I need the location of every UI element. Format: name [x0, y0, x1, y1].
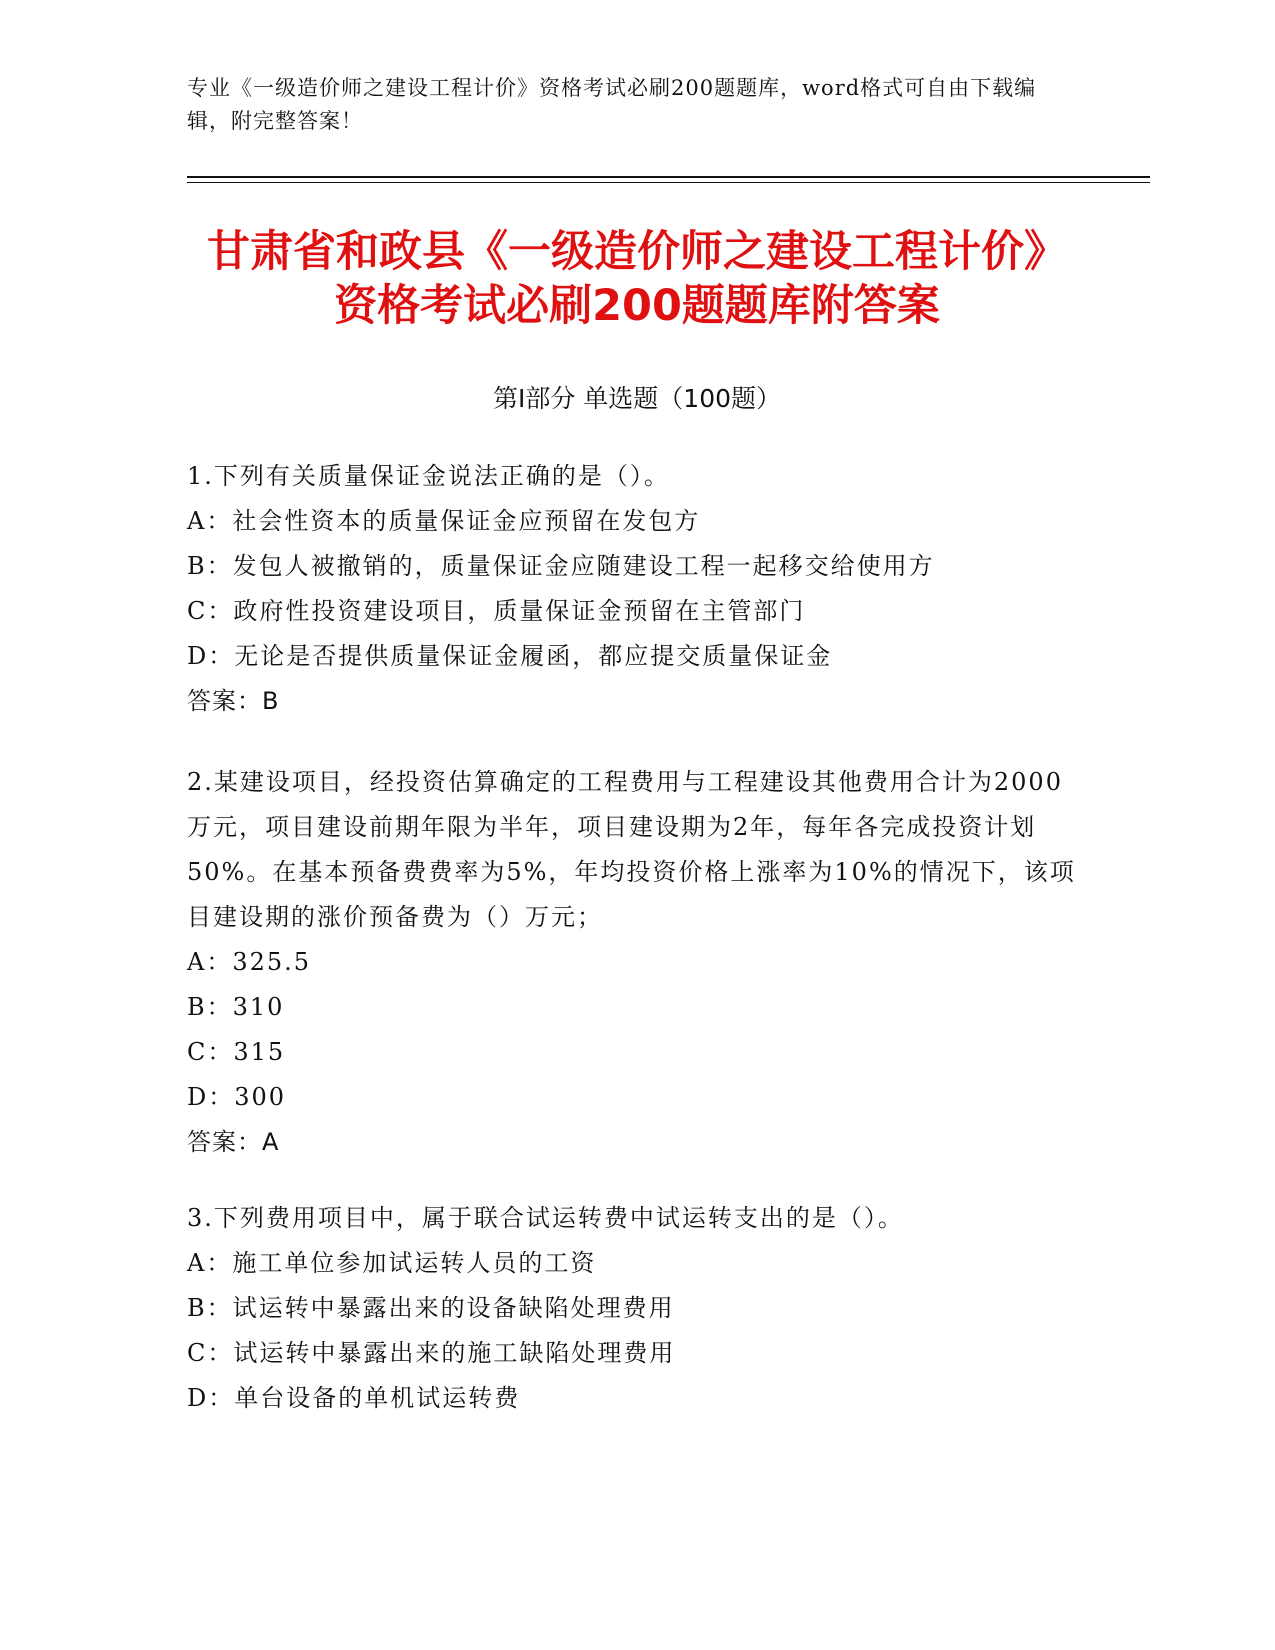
question-1: [187, 454, 1077, 724]
question-2: [187, 760, 1077, 1165]
question-stem: 2.某建设项目，经投资估算确定的工程费用与工程建设其他费用合计为2000万元，项目建设前期年限为半年，项目建设期为2年，每年各完成投资计划50%。在基本预备费费率为5%，年均投资价格上涨率为10%的情况下，该项目建设期的涨价预备费为（）万元；: [187, 768, 1076, 931]
option-a: A：325.5: [187, 948, 312, 976]
option-c: C：315: [187, 1038, 286, 1066]
header-note: 专业《一级造价师之建设工程计价》资格考试必刷200题题库，word格式可自由下载编辑，附完整答案！: [187, 76, 1037, 133]
header-divider-thin: [187, 182, 1150, 183]
header-divider-thick: [187, 176, 1150, 178]
option-b: B：试运转中暴露出来的设备缺陷处理费用: [187, 1294, 675, 1322]
option-d: D：无论是否提供质量保证金履函，都应提交质量保证金: [187, 642, 833, 670]
option-c: C：政府性投资建设项目，质量保证金预留在主管部门: [187, 597, 806, 625]
answer-line: 答案：A: [187, 1128, 280, 1156]
option-a: A：施工单位参加试运转人员的工资: [187, 1249, 597, 1277]
option-d: D：300: [187, 1083, 287, 1111]
option-b: B：310: [187, 993, 285, 1021]
section-title: 第I部分 单选题（100题）: [492, 384, 782, 413]
option-a: A：社会性资本的质量保证金应预留在发包方: [187, 507, 701, 535]
option-c: C：试运转中暴露出来的施工缺陷处理费用: [187, 1339, 676, 1367]
question-3: [187, 1196, 1077, 1421]
option-d: D：单台设备的单机试运转费: [187, 1384, 521, 1412]
document-title: 甘肃省和政县《一级造价师之建设工程计价》资格考试必刷200题题库附答案: [207, 227, 1067, 331]
option-b: B：发包人被撤销的，质量保证金应随建设工程一起移交给使用方: [187, 552, 935, 580]
question-stem: 1.下列有关质量保证金说法正确的是（）。: [187, 462, 670, 490]
answer-line: 答案：B: [187, 687, 280, 715]
question-stem: 3.下列费用项目中，属于联合试运转费中试运转支出的是（）。: [187, 1204, 904, 1232]
